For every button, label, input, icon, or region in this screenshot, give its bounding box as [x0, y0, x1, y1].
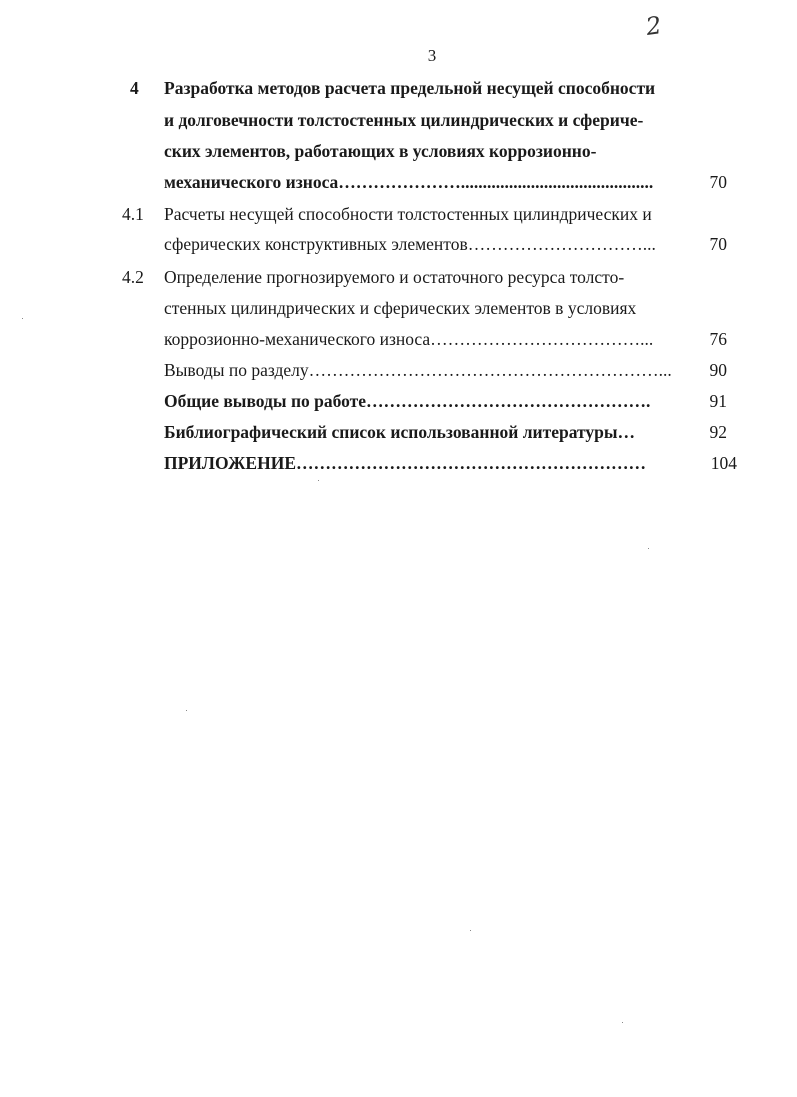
- toc-bibliography-page: 92: [709, 422, 727, 442]
- toc-section-4-1-number: 4.1: [122, 204, 144, 224]
- toc-section-4-2-page: 76: [709, 329, 727, 349]
- scan-speck: [648, 548, 649, 549]
- scan-speck: [622, 1022, 623, 1023]
- scan-speck: [186, 710, 187, 711]
- toc-section-4-1-page: 70: [709, 234, 727, 254]
- toc-general-conclusions-page: 91: [709, 391, 727, 411]
- toc-chapter-4-page: 70: [709, 172, 727, 192]
- toc-chapter-4-line-2: и долговечности толстостенных цилиндрических и сфериче-: [164, 110, 644, 130]
- page-number: 3: [427, 46, 437, 65]
- toc-appendix-page: 104: [710, 453, 737, 473]
- toc-section-conclusions-page: 90: [709, 360, 727, 380]
- toc-appendix: ПРИЛОЖЕНИЕ……………………………………………………: [164, 453, 647, 473]
- toc-general-conclusions: Общие выводы по работе………………………………………….: [164, 391, 651, 411]
- toc-section-conclusions: Выводы по разделу……………………………………………………...: [164, 360, 672, 380]
- toc-chapter-4-line-1: Разработка методов расчета предельной несущей способности: [164, 78, 656, 98]
- toc-section-4-1-line-1: Расчеты несущей способности толстостенных цилиндрических и: [164, 204, 652, 224]
- toc-section-4-1-line-2: сферических конструктивных элементов…………………………...: [164, 234, 656, 254]
- toc-chapter-4-line-3: ских элементов, работающих в условиях коррозионно-: [164, 141, 597, 161]
- scan-speck: [22, 318, 23, 319]
- scan-speck: [470, 930, 471, 931]
- scan-speck: [318, 480, 319, 481]
- toc-chapter-4-line-4: механического износа…………………............................................: [164, 172, 654, 192]
- toc-section-4-2-line-1: Определение прогнозируемого и остаточного ресурса толсто-: [164, 267, 625, 287]
- toc-bibliography: Библиографический список использованной литературы…: [164, 422, 636, 442]
- toc-section-4-2-number: 4.2: [122, 267, 144, 287]
- toc-section-4-2-line-3: коррозионно-механического износа………………………………...: [164, 329, 654, 349]
- toc-section-4-2-line-2: стенных цилиндрических и сферических элементов в условиях: [164, 298, 637, 318]
- toc-chapter-4-number: 4: [130, 78, 139, 98]
- handwritten-page-mark: 2: [644, 11, 664, 41]
